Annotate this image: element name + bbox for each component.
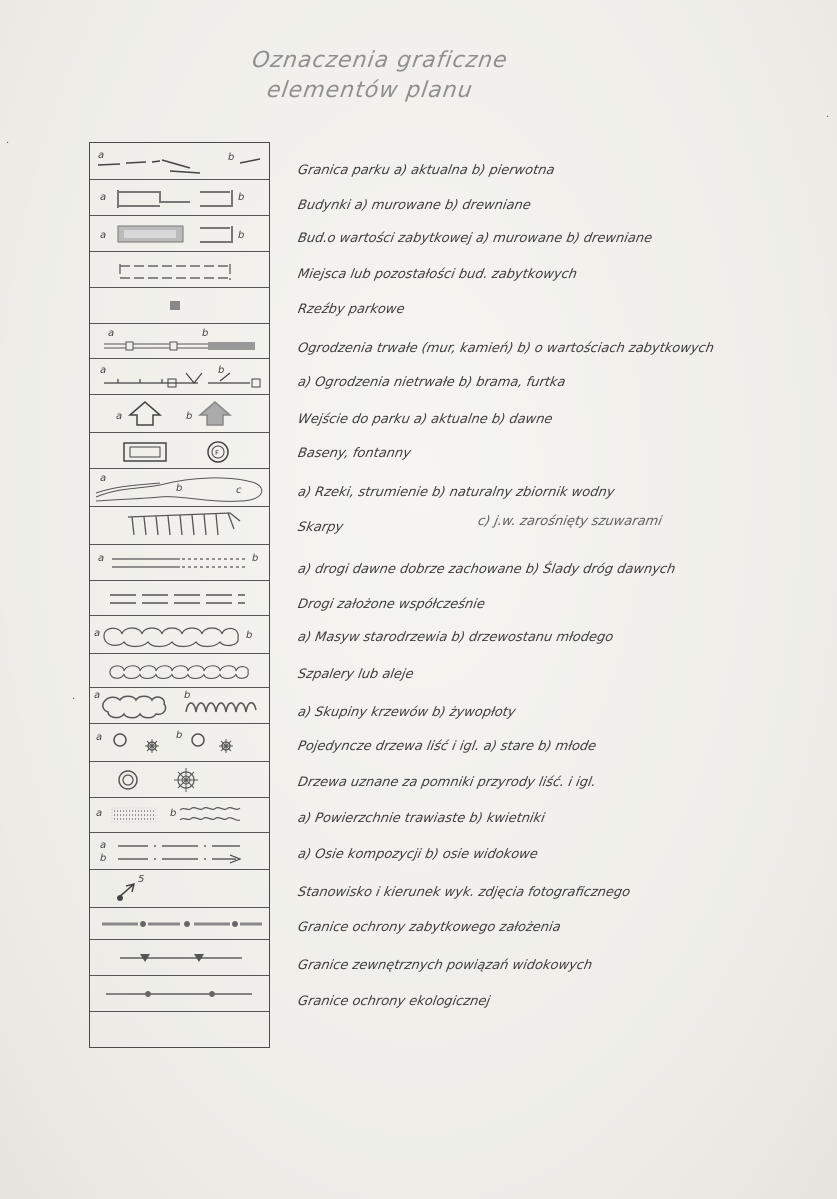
legend-text-external-view-boundary: Granice zewnętrznych powiązań widokowych — [296, 958, 594, 973]
legend-text-lawns: a) Powierzchnie trawiaste b) kwietniki — [296, 811, 547, 826]
svg-text:a: a — [100, 840, 107, 851]
natural-monument-symbol — [90, 762, 269, 798]
legend-row-park-entrance — [90, 395, 269, 433]
legend-text-permanent-fences: Ogrodzenia trwałe (mur, kamień) b) o wartościach zabytkowych — [296, 341, 716, 356]
legend-text-remains: Miejsca lub pozostałości bud. zabytkowych — [296, 267, 579, 282]
svg-text:a: a — [100, 473, 107, 484]
legend-text-old-forest: a) Masyw starodrzewia b) drzewostanu młodego — [296, 630, 615, 645]
legend-text-natural-monuments: Drzewa uznane za pomniki przyrody liść. i igl. — [296, 775, 598, 790]
modern-roads-symbol — [90, 581, 269, 616]
svg-text:b: b — [238, 192, 245, 203]
symbol-letter-b: b — [228, 152, 235, 163]
pool-fountain-symbol — [90, 433, 269, 469]
legend-row-axes — [90, 833, 269, 870]
legend-text-sculptures: Rzeźby parkowe — [296, 302, 406, 317]
legend-row-hedgerows — [90, 654, 269, 688]
svg-text:b: b — [246, 630, 253, 641]
legend-row-park-boundary — [90, 143, 269, 180]
legend-row-temporary-fences — [90, 359, 269, 395]
legend-row-natural-monuments — [90, 762, 269, 798]
legend-text-slopes: Skarpy — [296, 520, 345, 535]
svg-text:a: a — [116, 411, 123, 422]
legend-row-slopes — [90, 507, 269, 545]
svg-text:b: b — [238, 230, 245, 241]
svg-text:a: a — [98, 553, 105, 564]
legend-text-temporary-fences: a) Ogrodzenia nietrwałe b) brama, furtka — [296, 375, 567, 390]
paper-speck: · — [72, 694, 76, 705]
legend-text-single-trees: Pojedyncze drzewa liść i igl. a) stare b) młode — [296, 739, 598, 754]
buildings-symbol — [90, 180, 269, 216]
legend-text-rivers: a) Rzeki, strumienie b) naturalny zbiornik wodny — [296, 485, 616, 500]
legend-text-historic-buildings: Bud.o wartości zabytkowej a) murowane b) drewniane — [296, 231, 654, 246]
svg-text:a: a — [96, 808, 103, 819]
lawn-flowerbed-symbol — [90, 798, 269, 833]
legend-row-single-trees — [90, 724, 269, 762]
page-title-line1: Oznaczenia graficzne — [250, 48, 510, 73]
svg-text:b: b — [176, 483, 183, 494]
forest-mass-symbol — [90, 616, 269, 654]
legend-text-hedgerows: Szpalery lub aleje — [296, 667, 415, 682]
svg-text:a: a — [100, 365, 107, 376]
legend-row-photo-station — [90, 870, 269, 908]
old-roads-symbol — [90, 545, 269, 581]
legend-text-old-roads: a) drogi dawne dobrze zachowane b) Ślady dróg dawnych — [296, 562, 677, 577]
legend-text-park-entrance: Wejście do parku a) aktualne b) dawne — [296, 412, 554, 427]
legend-text-slopes-extra: c) j.w. zarośnięty szuwarami — [476, 514, 664, 529]
legend-row-buildings — [90, 180, 269, 216]
single-tree-symbol — [90, 724, 269, 762]
svg-text:c: c — [236, 485, 242, 496]
legend-text-pools-fountains: Baseny, fontanny — [296, 446, 413, 461]
legend-row-pools-fountains — [90, 433, 269, 469]
hedgerow-symbol — [90, 654, 269, 688]
legend-row-rivers — [90, 469, 269, 507]
historic-buildings-symbol — [90, 216, 269, 252]
legend-row-ecological-boundary — [90, 976, 269, 1012]
heritage-boundary-symbol — [90, 908, 269, 940]
slope-symbol — [90, 507, 269, 545]
svg-text:b: b — [252, 553, 259, 564]
svg-text:a: a — [100, 192, 107, 203]
legend-row-lawns — [90, 798, 269, 833]
legend-row-heritage-protection-boundary — [90, 908, 269, 940]
svg-text:a: a — [100, 230, 107, 241]
svg-text:5: 5 — [138, 874, 145, 885]
legend-text-modern-roads: Drogi założone współcześnie — [296, 597, 487, 612]
river-symbol — [90, 469, 269, 507]
park-boundary-symbol — [90, 143, 269, 180]
legend-row-external-view-boundary — [90, 940, 269, 976]
svg-text:a: a — [94, 628, 101, 639]
legend-text-buildings: Budynki a) murowane b) drewniane — [296, 198, 533, 213]
legend-row-shrubs — [90, 688, 269, 724]
svg-text:b: b — [176, 730, 183, 741]
legend-row-remains — [90, 252, 269, 288]
external-view-boundary-symbol — [90, 940, 269, 976]
legend-row-empty — [90, 1012, 269, 1046]
permanent-fence-symbol — [90, 324, 269, 359]
legend-row-old-forest — [90, 616, 269, 654]
legend-row-sculptures — [90, 288, 269, 324]
remains-symbol — [90, 252, 269, 288]
legend-text-axes: a) Osie kompozycji b) osie widokowe — [296, 847, 540, 862]
svg-text:b: b — [100, 853, 107, 864]
sculpture-symbol — [90, 288, 269, 324]
svg-text:b: b — [170, 808, 177, 819]
photo-station-symbol — [90, 870, 269, 908]
legend-symbol-column — [89, 142, 270, 1048]
legend-text-shrubs: a) Skupiny krzewów b) żywopłoty — [296, 705, 517, 720]
shrub-symbol — [90, 688, 269, 724]
legend-text-park-boundary: Granica parku a) aktualna b) pierwotna — [296, 163, 556, 178]
legend-row-old-roads — [90, 545, 269, 581]
legend-text-ecological-boundary: Granice ochrony ekologicznej — [296, 994, 492, 1009]
axes-symbol — [90, 833, 269, 870]
entrance-symbol — [90, 395, 269, 433]
svg-text:b: b — [186, 411, 193, 422]
paper-speck: · — [6, 138, 10, 149]
ecological-boundary-symbol — [90, 976, 269, 1012]
svg-text:b: b — [218, 365, 225, 376]
legend-row-historic-buildings — [90, 216, 269, 252]
svg-text:b: b — [184, 690, 191, 701]
temporary-fence-symbol — [90, 359, 269, 395]
page-title-line2: elementów planu — [265, 78, 475, 103]
legend-text-heritage-protection-boundary: Granice ochrony zabytkowego założenia — [296, 920, 562, 935]
legend-row-modern-roads — [90, 581, 269, 616]
svg-text:b: b — [202, 328, 209, 339]
svg-text:F: F — [215, 449, 220, 457]
legend-row-permanent-fences — [90, 324, 269, 359]
paper-speck: · — [826, 112, 830, 123]
svg-text:a: a — [96, 732, 103, 743]
legend-text-photo-station: Stanowisko i kierunek wyk. zdjęcia fotograficznego — [296, 885, 632, 900]
symbol-letter-a: a — [98, 150, 105, 161]
svg-text:a: a — [94, 690, 101, 701]
svg-text:a: a — [108, 328, 115, 339]
